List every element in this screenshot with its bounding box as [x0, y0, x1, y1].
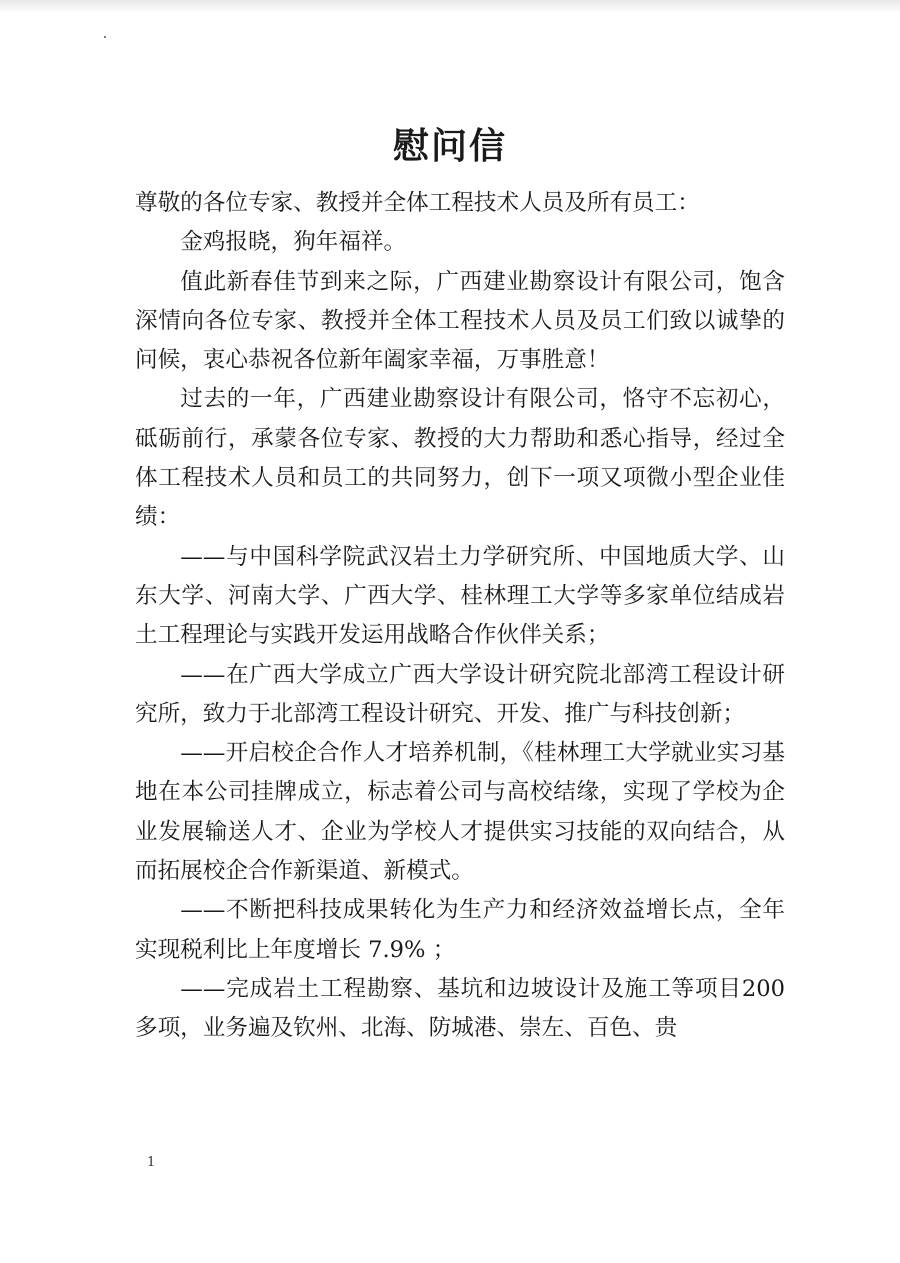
salutation: 尊敬的各位专家、教授并全体工程技术人员及所有员工：: [135, 190, 700, 216]
letter-title: 慰问信: [392, 125, 507, 167]
scan-edge-shadow: [0, 0, 900, 14]
paragraph-achievement-profit: ——不断把科技成果转化为生产力和经济效益增长点，全年实现税利比上年度增长 7.9% ；: [135, 897, 785, 963]
paragraph-achievement-internship: ——开启校企合作人才培养机制，《桂林理工大学就业实习基地在本公司挂牌成立，标志着公司与高校结缘，实现了学校为企业发展输送人才、企业为学校人才提供实习技能的双向结合，从而拓展校企合作新渠道、新模式。: [135, 740, 785, 885]
scan-speck: [104, 36, 106, 38]
paragraph-greeting: 金鸡报晓，狗年福祥。: [180, 229, 407, 256]
page-number: 1: [147, 1155, 156, 1170]
paragraph-past-year: 过去的一年，广西建业勘察设计有限公司，恪守不忘初心，砥砺前行，承蒙各位专家、教授的大力帮助和悉心指导，经过全体工程技术人员和员工的共同努力，创下一项又项微小型企业佳绩：: [135, 386, 785, 531]
paragraph-new-year-wishes: 值此新春佳节到来之际，广西建业勘察设计有限公司，饱含深情向各位专家、教授并全体工程技术人员及员工们致以诚挚的问候，衷心恭祝各位新年阖家幸福，万事胜意！: [135, 268, 785, 374]
letter-body: [135, 184, 785, 1049]
paragraph-achievement-projects: ——完成岩土工程勘察、基坑和边坡设计及施工等项目200 多项，业务遍及钦州、北海、防城港、崇左、百色、贵: [135, 975, 785, 1042]
paragraph-achievement-partnership: ——与中国科学院武汉岩土力学研究所、中国地质大学、山东大学、河南大学、广西大学、桂林理工大学等多家单位结成岩土工程理论与实践开发运用战略合作伙伴关系；: [135, 543, 785, 649]
paragraph-achievement-institute: ——在广西大学成立广西大学设计研究院北部湾工程设计研究所，致力于北部湾工程设计研究、开发、推广与科技创新；: [135, 661, 785, 727]
